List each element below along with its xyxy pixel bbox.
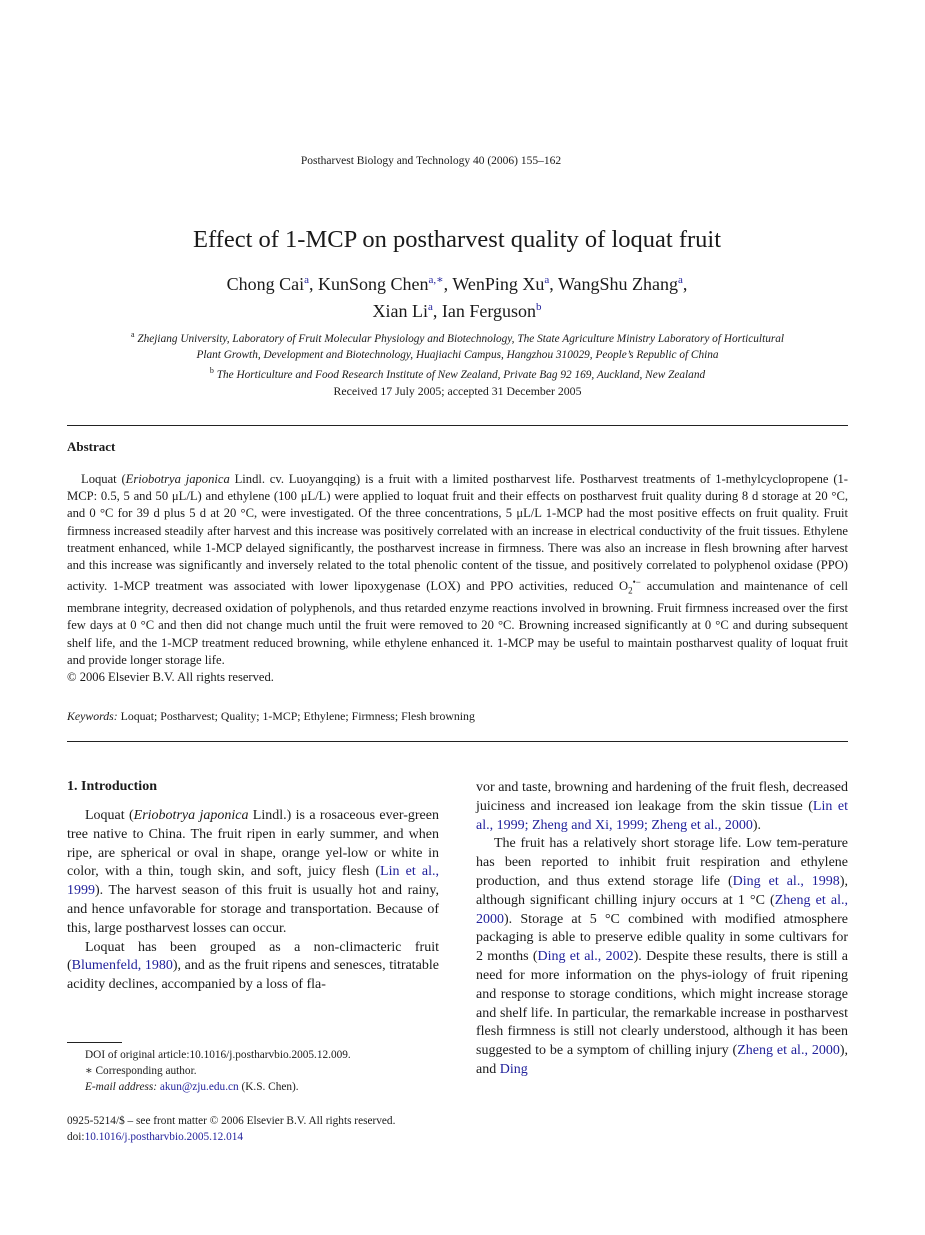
author-list <box>0 269 914 323</box>
body-text: vor and taste, browning and hardening of the fruit flesh, decreased juiciness and increased ion leakage from the skin tissue ( <box>476 780 848 814</box>
journal-citation: Postharvest Biology and Technology 40 (2006) 155–162 <box>300 155 562 167</box>
affiliation-a-cont: Plant Growth, Development and Biotechnology, Huajiachi Campus, Hangzhou 310029, People’s Republic of China <box>196 348 719 361</box>
author[interactable]: Ian Ferguson <box>441 301 537 321</box>
section-heading: 1. Introduction <box>67 779 157 794</box>
affiliation-b <box>67 363 848 383</box>
abstract-paragraph <box>67 471 848 669</box>
citation-link[interactable]: Ding <box>499 1061 528 1077</box>
body-text: ). Despite these results, there is still a need for more information on the phys-iology of fruit ripening and response to storage conditions, which might increase storage and shelf life. In particular, the remarkable increase in postharvest flesh firmness is still not clearly understood, although it has been suggested to be a symptom of chilling injury ( <box>476 949 848 1059</box>
email-owner: (K.S. Chen). <box>238 1081 299 1093</box>
body-text: ), and as the fruit ripens and senesces, titratable acidity declines, accompanied by a loss of fla- <box>67 958 439 993</box>
body-text: ), although significant chilling injury occurs at 1 °C ( <box>476 873 848 908</box>
body-text: ). <box>752 817 762 833</box>
body-paragraph <box>67 807 439 939</box>
affiliation-mark-b: b <box>209 365 214 375</box>
abstract-heading: Abstract <box>67 439 116 454</box>
affiliation-mark[interactable]: a <box>427 301 433 313</box>
author-separator: , <box>309 274 318 294</box>
citation-link[interactable]: Ding et al., 2002 <box>537 949 634 965</box>
divider-top <box>67 425 848 426</box>
citation-link[interactable]: Zheng et al., 2000 <box>737 1043 840 1059</box>
author-separator: , <box>443 274 453 294</box>
author-line-1 <box>0 269 914 296</box>
author[interactable]: WenPing Xu <box>452 274 545 294</box>
footnotes <box>67 1047 439 1095</box>
corresponding-text: Corresponding author. <box>92 1065 197 1077</box>
citation-link[interactable]: Lin et al., 1999 <box>67 864 439 899</box>
body-paragraph <box>476 835 848 1079</box>
body-text: Loquat has been grouped as a non-climacteric fruit ( <box>67 939 439 974</box>
received-dates: Received 17 July 2005; accepted 31 December 2005 <box>333 384 582 398</box>
citation-link[interactable]: Lin et al., 1999; Zheng and Xi, 1999; Zheng et al., 2000 <box>476 798 849 833</box>
doi-link[interactable]: 10.1016/j.postharvbio.2005.12.014 <box>84 1131 244 1143</box>
species-name: Eriobotrya japonica <box>125 472 230 486</box>
citation-link[interactable]: Zheng et al., 2000 <box>476 892 849 927</box>
keywords-list: Loquat; Postharvest; Quality; 1-MCP; Ethylene; Firmness; Flesh browning <box>120 709 475 723</box>
body-paragraph <box>67 939 439 995</box>
abstract-text: Loquat ( <box>81 472 126 486</box>
abstract-text: Lindl. cv. Luoyangqing) is a fruit with a limited postharvest life. Postharvest treatments of 1-methylcyclopropene (1-MCP: 0.5, 5 and 50 μL/L) and ethylene (100 μL/L) were applied to loquat fruit and their effects on postharvest fruit quality during 8 d storage at 20 °C, and 0 °C for 39 d plus 5 d at 20 °C, were investigated. Of the three concentrations, 5 μL/L 1-MCP had the most positive effects on fruit quality. Fruit firmness increased steadily after harvest and this increase was positively correlated with an increase in electrical conductivity of the fruit tissues. Ethylene treatment enhanced, while 1-MCP delayed significantly, the postharvest increase in firmness. There was also an increase in flesh browning after harvest and this increase was significantly and inversely related to the total phenolic content of the tissue, and positively correlated to polyphenol oxidase (PPO) activity. 1-MCP treatment was associated with lower lipoxygenase (LOX) and PPO activities, reduced O <box>67 472 848 594</box>
citation-link[interactable]: Ding et al., 1998 <box>732 873 840 889</box>
email-label: E-mail address: <box>85 1081 158 1093</box>
keywords <box>67 709 475 724</box>
affiliation-mark[interactable]: a,∗ <box>428 274 444 286</box>
affiliation-b-text: The Horticulture and Food Research Institute of New Zealand, Private Bag 92 169, Auckland, New Zealand <box>216 368 706 381</box>
author-separator: , <box>682 274 688 294</box>
footnote-divider <box>67 1042 122 1043</box>
body-paragraph <box>476 779 848 835</box>
email-link[interactable]: akun@zju.edu.cn <box>159 1081 239 1093</box>
superscript: •− <box>632 577 641 588</box>
footnote-doi-original: DOI of original article:10.1016/j.postharvbio.2005.12.009. <box>85 1049 351 1061</box>
body-text: ). The harvest season of this fruit is usually hot and rainy, and hence unfavorable for storage and transportation. Because of this, large postharvest losses can occur. <box>67 883 439 936</box>
author-separator: , <box>549 274 558 294</box>
keywords-label: Keywords: <box>67 709 118 723</box>
affiliation-mark[interactable]: b <box>536 301 542 313</box>
body-text: Loquat ( <box>85 808 134 823</box>
affiliation-mark[interactable]: a <box>544 274 550 286</box>
abstract-body <box>67 471 848 686</box>
author[interactable]: Chong Cai <box>226 274 305 294</box>
body-text: The fruit has a relatively short storage life. Low tem-perature has been reported to inhibit fruit respiration and ethylene production, and thus extend storage life ( <box>476 836 848 889</box>
author-separator: , <box>432 301 442 321</box>
affiliation-a <box>67 327 848 347</box>
author[interactable]: Xian Li <box>372 301 428 321</box>
footnote-corresponding <box>67 1063 439 1079</box>
species-name: Eriobotrya japonica <box>133 808 249 823</box>
body-text: Lindl.) is a rosaceous ever-green tree native to China. The fruit ripen in early summer, and when ripe, are spherical or oval in shape, orange yel-low or white in color, with a thin, tough skin, and soft, juicy flesh ( <box>67 808 439 880</box>
citation-link[interactable]: Blumenfeld, 1980 <box>71 958 173 974</box>
affiliation-mark[interactable]: a <box>678 274 683 286</box>
abstract-text: accumulation and maintenance of cell membrane integrity, decreased oxidation of polyphenols, and thus retarded enzyme reactions involved in browning. Fruit firmness increased over the first few days at 0 °C and then did not change much until the fruit were removed to 20 °C. Browning increased significantly at 0 °C and during subsequent shelf life, and the 1-MCP treatment reduced browning, while ethylene enhanced it. 1-MCP may be useful to maintain postharvest quality of loquat fruit and provide longer storage life. <box>67 579 848 667</box>
subscript: 2 <box>628 585 633 596</box>
article-title: Effect of 1-MCP on postharvest quality of loquat fruit <box>192 226 722 253</box>
doi-line <box>67 1129 567 1145</box>
affiliation-mark[interactable]: a <box>304 274 309 286</box>
doi-label: doi: <box>67 1131 85 1143</box>
abstract-copyright: © 2006 Elsevier B.V. All rights reserved. <box>67 669 274 684</box>
affiliation-mark-a: a <box>130 330 135 339</box>
body-text: ), and <box>476 1043 848 1077</box>
corresponding-mark: ∗ <box>85 1065 93 1077</box>
body-text: ). Storage at 5 °C combined with modified atmosphere packaging is able to preserve edible quality in some cultivars for 2 months ( <box>476 911 848 965</box>
footnote-email <box>67 1079 439 1095</box>
issn-line: 0925-5214/$ – see front matter © 2006 Elsevier B.V. All rights reserved. <box>67 1115 396 1127</box>
author-line-2 <box>0 296 914 323</box>
right-column <box>476 779 848 1080</box>
affiliations <box>67 327 848 383</box>
footer-meta <box>67 1113 567 1145</box>
author[interactable]: WangShu Zhang <box>557 274 678 294</box>
left-column <box>67 807 439 995</box>
divider-bottom <box>67 741 848 742</box>
author[interactable]: KunSong Chen <box>318 274 429 294</box>
affiliation-a-text: Zhejiang University, Laboratory of Fruit Molecular Physiology and Biotechnology, The State Agriculture Ministry Laboratory of Horticultural <box>137 332 785 345</box>
